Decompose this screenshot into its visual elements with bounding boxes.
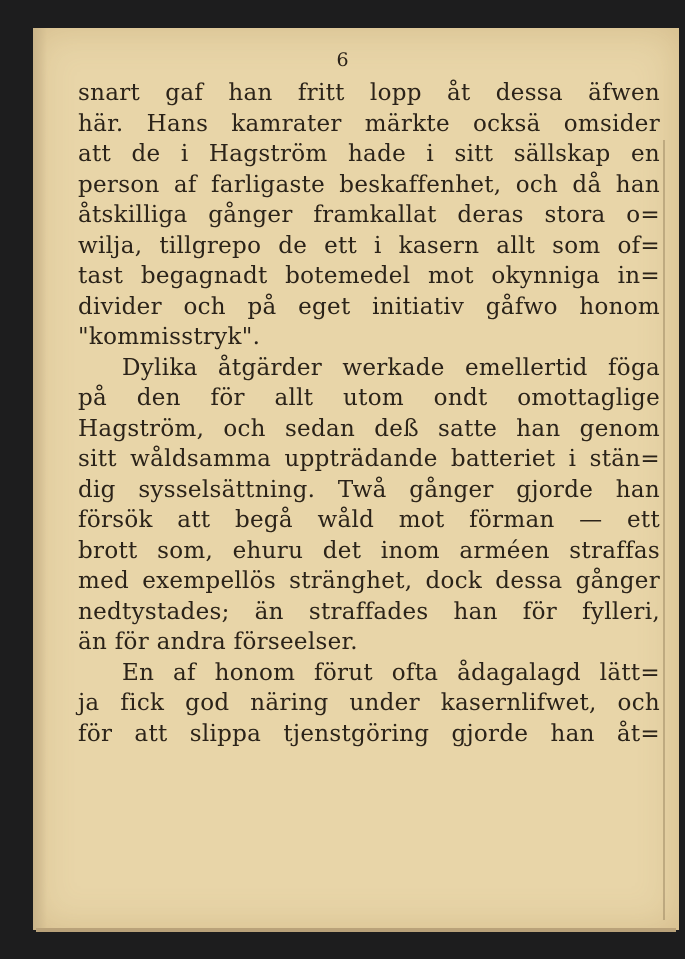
text-line: dig sysselsättning. Twå gånger gjorde han: [78, 476, 660, 503]
text-line: för att slippa tjenstgöring gjorde han åt=: [78, 720, 660, 747]
text-line: än för andra förseelser.: [78, 629, 358, 655]
text-line: att de i Hagström hade i sitt sällskap en: [78, 141, 660, 167]
body-text: [78, 78, 660, 749]
text-line: brott som, ehuru det inom arméen straffas: [78, 537, 660, 564]
text-line: Hagström, och sedan deß satte han genom: [78, 415, 660, 442]
text-line: sitt wåldsamma uppträdande batteriet i stän=: [78, 446, 660, 472]
text-line: försök att begå wåld mot förman — ett: [78, 507, 660, 533]
text-line: divider och på eget initiativ gåfwo honom: [78, 293, 660, 320]
text-line: person af farligaste beskaffenhet, och då han: [78, 171, 660, 198]
text-line: Dylika åtgärder werkade emellertid föga: [122, 354, 660, 381]
text-line: tast begagnadt botemedel mot okynniga in=: [78, 263, 660, 289]
page-number: 6: [336, 49, 349, 71]
page-binding-shadow: [33, 28, 47, 930]
page-bottom-edge: [36, 928, 676, 932]
text-line: wilja, tillgrepo de ett i kasern allt som of=: [78, 232, 660, 259]
text-line: på den för allt utom ondt omottaglige: [78, 385, 660, 411]
text-line: nedtystades; än straffades han för fylleri,: [78, 598, 660, 625]
text-line: här. Hans kamrater märkte ocksä omsider: [78, 110, 660, 137]
text-line: ja fick god näring under kasernlifwet, och: [78, 690, 660, 716]
text-line: "kommisstryk".: [78, 324, 261, 350]
text-line: med exempellös stränghet, dock dessa gånger: [78, 568, 660, 594]
page-fold-line: [663, 140, 665, 920]
text-line: snart gaf han fritt lopp åt dessa äfwen: [78, 80, 660, 106]
text-line: åtskilliga gånger framkallat deras stora o=: [78, 202, 660, 228]
text-line: En af honom förut ofta ådagalagd lätt=: [122, 659, 660, 686]
